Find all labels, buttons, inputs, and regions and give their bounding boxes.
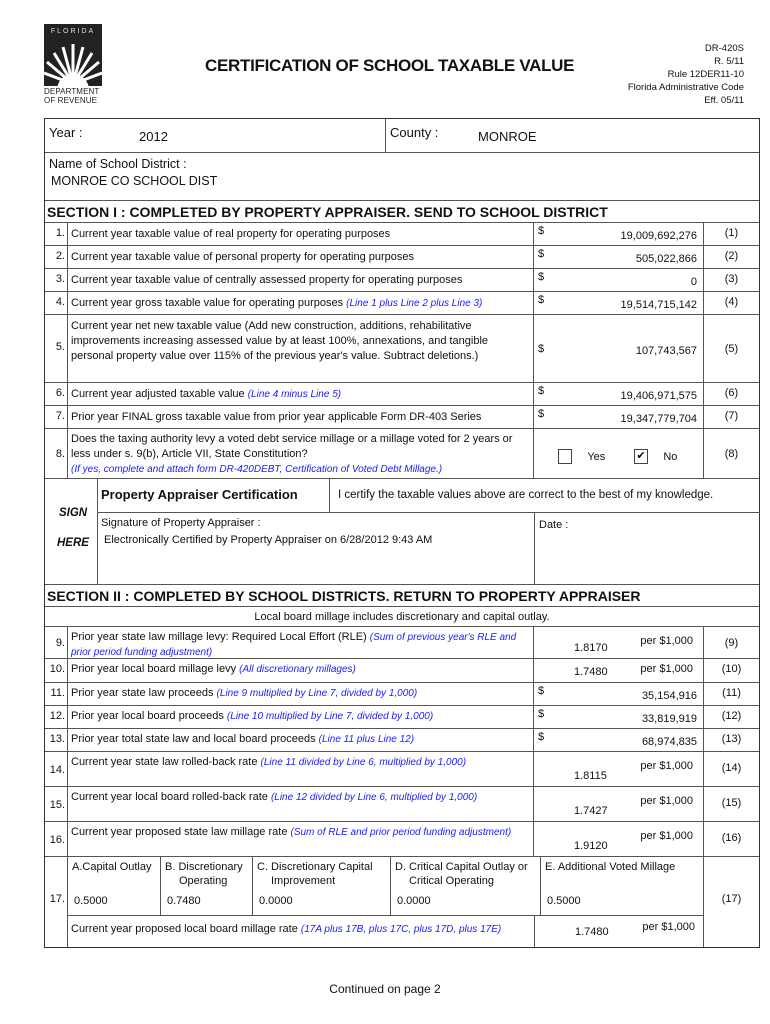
line-value-field[interactable]	[533, 683, 703, 705]
line-note: (Line 11 divided by Line 6, multiplied by 1,000)	[260, 757, 467, 768]
form-revision: R. 5/11	[714, 56, 744, 67]
line-3-row	[45, 269, 759, 292]
line-description: Current year local board rolled-back rate (Line 12 divided by Line 6, multiplied by 1,000)	[67, 787, 533, 821]
line-value: 19,009,692,276	[620, 230, 697, 242]
line-rate-field[interactable]	[533, 659, 703, 682]
form-number: DR-420S	[704, 43, 744, 54]
certification-title: Property Appraiser Certification	[101, 487, 298, 502]
millage-column-d[interactable]	[390, 857, 541, 915]
certification-block	[45, 479, 759, 585]
millage-column-e[interactable]	[540, 857, 705, 915]
column-value: 0.7480	[167, 895, 201, 907]
column-label-2: Critical Operating	[409, 875, 494, 887]
county-value: MONROE	[478, 129, 537, 144]
line-ref: (1)	[703, 223, 759, 245]
dollar-sign: $	[538, 408, 545, 420]
millage-columns	[68, 857, 704, 916]
section2-lines	[45, 627, 759, 857]
line-7-row	[45, 406, 759, 429]
line-number: 11.	[50, 687, 65, 699]
no-option[interactable]	[634, 449, 677, 464]
form-code: Florida Administrative Code	[627, 82, 744, 93]
section1-lines	[45, 223, 759, 429]
column-value: 0.5000	[74, 895, 108, 907]
line-ref: (14)	[703, 752, 759, 786]
dollar-sign: $	[538, 248, 545, 260]
year-label: Year :	[49, 125, 83, 140]
per-label: per $1,000	[642, 921, 695, 933]
form-title: CERTIFICATION OF SCHOOL TAXABLE VALUE	[205, 56, 575, 75]
line-ref: (17)	[703, 857, 759, 947]
line-ref: (16)	[703, 822, 759, 856]
line-17-total-value: 1.7480	[575, 926, 609, 938]
line-number: 6.	[55, 387, 65, 399]
line-description: Current year taxable value of centrally assessed property for operating purposes	[67, 269, 533, 291]
column-label: E. Additional Voted Millage	[545, 861, 676, 873]
column-label-2: Operating	[179, 875, 228, 887]
line-description: Prior year state law proceeds (Line 9 multiplied by Line 7, divided by 1,000)	[67, 683, 533, 705]
line-6-row	[45, 383, 759, 406]
line-ref: (8)	[703, 429, 759, 478]
line-note: (17A plus 17B, plus 17C, plus 17D, plus 17E)	[300, 924, 502, 935]
line-ref: (9)	[703, 627, 759, 658]
line-rate-field[interactable]	[533, 627, 703, 658]
yes-checkbox[interactable]	[558, 449, 572, 464]
line-note: (Line 4 minus Line 5)	[247, 389, 342, 400]
form-meta	[628, 42, 744, 107]
line-rate-field[interactable]	[533, 752, 703, 786]
line-number: 17.	[49, 893, 65, 905]
line-value: 1.8115	[574, 770, 607, 782]
column-label: C. Discretionary Capital	[257, 861, 373, 873]
line-ref: (15)	[703, 787, 759, 821]
line-ref: (2)	[703, 246, 759, 268]
line-ref: (3)	[703, 269, 759, 291]
line-note: (Line 12 divided by Line 6, multiplied by 1,000)	[270, 792, 478, 803]
column-value: 0.0000	[397, 895, 431, 907]
sign-here	[45, 479, 97, 584]
dollar-sign: $	[538, 708, 545, 720]
line-number: 2.	[55, 250, 65, 262]
yes-option[interactable]	[558, 449, 605, 464]
dollar-sign: $	[538, 343, 545, 355]
certification-statement: I certify the taxable values above are correct to the best of my knowledge.	[338, 489, 714, 501]
line-1-row	[45, 223, 759, 246]
line-value-field[interactable]	[533, 729, 703, 751]
date-field[interactable]	[534, 512, 761, 585]
line-ref: (11)	[703, 683, 759, 705]
dollar-sign: $	[538, 385, 545, 397]
line-value: 1.8170	[574, 642, 608, 654]
line-ref: (13)	[703, 729, 759, 751]
line-value: 505,022,866	[635, 253, 697, 265]
line-value: 35,154,916	[641, 690, 697, 702]
millage-column-c[interactable]	[252, 857, 391, 915]
line-value: 1.7427	[574, 805, 608, 817]
logo-florida-text: FLORIDA	[50, 28, 96, 35]
line-17-total-field[interactable]	[534, 915, 705, 947]
line-ref: (5)	[703, 315, 759, 382]
line-note: (Sum of previous year's RLE and prior period funding adjustment)	[71, 632, 517, 658]
continued-footer: Continued on page 2	[329, 982, 441, 996]
line-value: 107,743,567	[635, 345, 697, 357]
per-label: per $1,000	[640, 830, 693, 842]
line-ref: (10)	[703, 659, 759, 682]
line-description: Prior year FINAL gross taxable value from prior year applicable Form DR-403 Series	[67, 406, 533, 428]
sun-rays-icon	[44, 38, 102, 86]
line-14-row	[45, 752, 759, 787]
line-description: Does the taxing authority levy a voted debt service millage or a millage voted for 2 years or less under s. 9(b), Article VII, State Constitution? (If yes, complete and attach form DR-420DEBT, Certification of Voted Debt Millage.)	[67, 429, 533, 478]
line-value: 1.7480	[574, 666, 608, 678]
column-label-2: Improvement	[271, 875, 336, 887]
line-value: 19,514,715,142	[620, 299, 697, 311]
line-rate-field[interactable]	[533, 822, 703, 856]
column-label: A.Capital Outlay	[72, 861, 152, 873]
year-value: 2012	[139, 129, 168, 144]
line-note: (Sum of RLE and prior period funding adjustment)	[290, 827, 512, 838]
line-rate-field[interactable]	[533, 787, 703, 821]
dollar-sign: $	[538, 685, 545, 697]
line-note: (If yes, complete and attach form DR-420DEBT, Certification of Voted Debt Millage.)	[71, 464, 443, 475]
line-number: 1.	[55, 227, 65, 239]
line-number: 7.	[55, 410, 65, 422]
line-17-content	[67, 857, 703, 947]
line-value: 33,819,919	[641, 713, 697, 725]
district-value: MONROE CO SCHOOL DIST	[51, 174, 218, 188]
line-2-row	[45, 246, 759, 269]
per-label: per $1,000	[640, 635, 693, 647]
line-value-field[interactable]	[533, 223, 703, 245]
county-field[interactable]	[385, 119, 759, 152]
section2-header: SECTION II : COMPLETED BY SCHOOL DISTRICTS. RETURN TO PROPERTY APPRAISER	[45, 585, 759, 607]
line-note: (Line 10 multiplied by Line 7, divided by 1,000)	[226, 711, 434, 722]
form-rule: Rule 12DER11-10	[667, 69, 744, 80]
line-8-row	[45, 429, 759, 479]
here-label: HERE	[57, 537, 89, 549]
line-description: Prior year state law millage levy: Required Local Effort (RLE) (Sum of previous year's RLE and prior period funding adjustment)	[67, 627, 533, 658]
line-description: Prior year total state law and local board proceeds (Line 11 plus Line 12)	[67, 729, 533, 751]
line-description: Current year taxable value of personal property for operating purposes	[67, 246, 533, 268]
line-note: (Line 1 plus Line 2 plus Line 3)	[346, 298, 483, 309]
column-value: 0.0000	[259, 895, 293, 907]
line-number: 10.	[49, 663, 65, 675]
form-effective: Eff. 05/11	[704, 95, 744, 106]
yes-label: Yes	[587, 451, 606, 463]
line-number: 4.	[55, 296, 65, 308]
section1-header: SECTION I : COMPLETED BY PROPERTY APPRAISER. SEND TO SCHOOL DISTRICT	[45, 201, 759, 223]
line-number: 13.	[49, 733, 65, 745]
line-number: 15.	[49, 799, 65, 811]
florida-dor-logo	[44, 24, 104, 104]
per-label: per $1,000	[640, 663, 693, 675]
line-value-field[interactable]	[533, 706, 703, 728]
line-description: Prior year local board millage levy (All discretionary millages)	[67, 659, 533, 682]
line-description: Current year proposed state law millage rate (Sum of RLE and prior period funding adjustment)	[67, 822, 533, 856]
column-value: 0.5000	[547, 895, 581, 907]
line-description: Prior year local board proceeds (Line 10 multiplied by Line 7, divided by 1,000)	[67, 706, 533, 728]
checkmark-icon: ✔	[636, 450, 646, 463]
line-number: 14.	[49, 764, 65, 776]
line-value-field[interactable]	[533, 406, 703, 428]
line-note: (Line 9 multiplied by Line 7, divided by 1,000)	[216, 688, 418, 699]
line-number: 8.	[55, 448, 65, 460]
dollar-sign: $	[538, 225, 545, 237]
line-description: Current year taxable value of real property for operating purposes	[67, 223, 533, 245]
line-number: 16.	[49, 834, 65, 846]
school-district-row[interactable]	[45, 153, 759, 201]
district-label: Name of School District :	[49, 157, 187, 171]
line-ref: (4)	[703, 292, 759, 314]
line-description: Current year net new taxable value (Add new construction, additions, rehabilitative improvements increasing assessed value by at least 100%, annexations, and tangible personal property value over 115% of the previous year's value. Subtract deletions.)	[67, 315, 533, 382]
line-description: Current year gross taxable value for operating purposes (Line 1 plus Line 2 plus Line 3)	[67, 292, 533, 314]
signature-label: Signature of Property Appraiser :	[101, 517, 261, 529]
line-10-row	[45, 659, 759, 683]
line-value: 19,347,779,704	[620, 413, 697, 425]
year-county-row	[45, 119, 759, 153]
line-value: 19,406,971,575	[620, 390, 697, 402]
line-12-row	[45, 706, 759, 729]
line-13-row	[45, 729, 759, 752]
line-description: Current year state law rolled-back rate (Line 11 divided by Line 6, multiplied by 1,000)	[67, 752, 533, 786]
county-label: County :	[390, 125, 439, 140]
signature-field[interactable]	[98, 512, 534, 585]
line-ref: (6)	[703, 383, 759, 405]
line-number: 5.	[55, 341, 65, 353]
line-9-row	[45, 627, 759, 659]
line-value: 1.9120	[574, 840, 608, 852]
signature-value: Electronically Certified by Property Appraiser on 6/28/2012 9:43 AM	[104, 534, 433, 546]
certification-content	[97, 479, 759, 584]
year-field[interactable]	[45, 119, 385, 152]
line-11-row	[45, 683, 759, 706]
line-number: 9.	[55, 637, 65, 649]
per-label: per $1,000	[640, 795, 693, 807]
line-note: (All discretionary millages)	[239, 664, 356, 675]
line-value-field[interactable]	[533, 269, 703, 291]
dollar-sign: $	[538, 294, 545, 306]
column-label: D. Critical Capital Outlay or	[395, 861, 528, 873]
line-17-total-description: Current year proposed local board millage rate (17A plus 17B, plus 17C, plus 17D, plus 17E)	[71, 923, 502, 935]
line-value-field[interactable]	[533, 246, 703, 268]
millage-column-a[interactable]	[68, 857, 160, 915]
no-label: No	[663, 451, 678, 463]
no-checkbox[interactable]	[634, 449, 648, 464]
line-description: Current year adjusted taxable value (Line 4 minus Line 5)	[67, 383, 533, 405]
line-15-row	[45, 787, 759, 822]
per-label: per $1,000	[640, 760, 693, 772]
form-table	[44, 118, 760, 948]
line-value: 0	[690, 276, 697, 288]
line-4-row	[45, 292, 759, 315]
line-value-field[interactable]	[533, 292, 703, 314]
logo-department-text: DEPARTMENT OF REVENUE	[44, 87, 100, 105]
column-label: B. Discretionary	[165, 861, 243, 873]
line-value-field[interactable]	[533, 315, 703, 382]
millage-column-b[interactable]	[160, 857, 253, 915]
dollar-sign: $	[538, 731, 545, 743]
line-ref: (12)	[703, 706, 759, 728]
line-number: 12.	[49, 710, 65, 722]
voted-debt-choice	[533, 429, 703, 478]
line-note: (Line 11 plus Line 12)	[318, 734, 415, 745]
line-value: 68,974,835	[641, 736, 697, 748]
line-16-row	[45, 822, 759, 857]
line-value-field[interactable]	[533, 383, 703, 405]
line-17-row	[45, 857, 759, 947]
dollar-sign: $	[538, 271, 545, 283]
line-number: 3.	[55, 273, 65, 285]
section2-subtitle: Local board millage includes discretionary and capital outlay.	[45, 607, 759, 627]
line-ref: (7)	[703, 406, 759, 428]
sign-label: SIGN	[59, 507, 88, 519]
date-label: Date :	[539, 519, 569, 531]
line-5-row	[45, 315, 759, 383]
